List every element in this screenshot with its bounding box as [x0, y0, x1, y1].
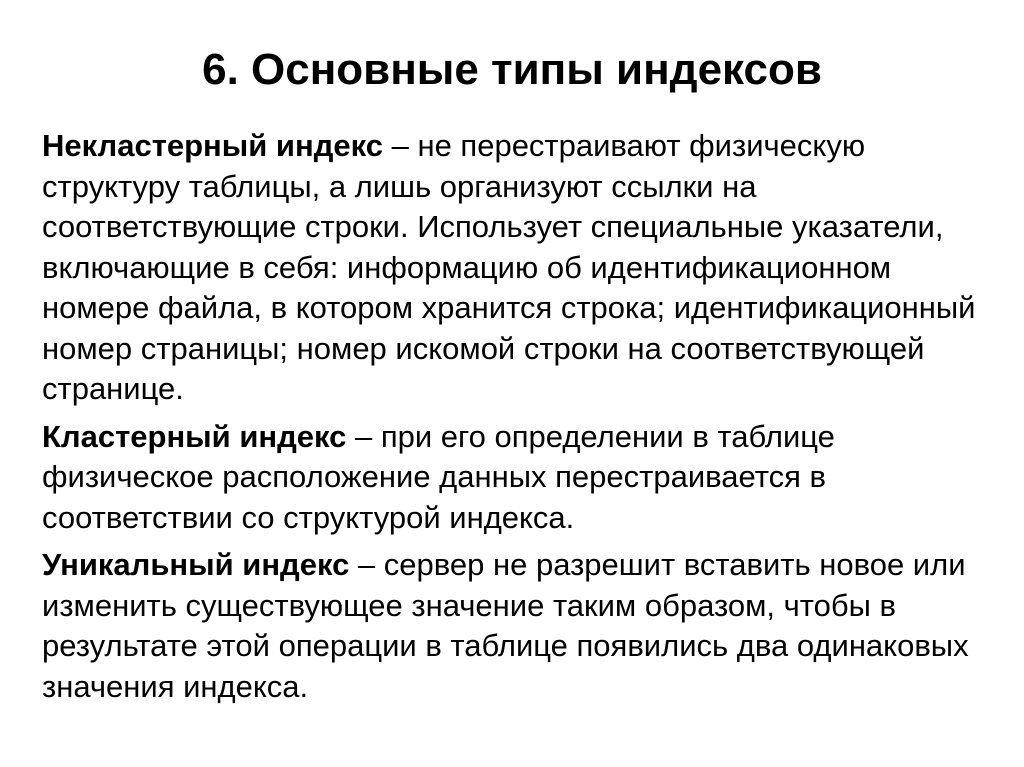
definition-unique-index: – сервер не разрешит вставить новое или изменить существующее значение таким образом, чтобы в результате этой операции в таблице появились два одинаковых значения индекса.	[42, 547, 969, 704]
paragraph-nonclustered-index	[42, 126, 992, 410]
definition-nonclustered-index: – не перестраивают физическую структуру таблицы, а лишь организуют ссылки на соответствующие строки. Использует специальные указатели, включающие в себя: информацию об идентификационном номере файла, в котором хранится строка; идентификационный номер страницы; номер искомой строки на соответствующей странице.	[42, 128, 976, 406]
term-unique-index: Уникальный индекс	[42, 547, 350, 582]
paragraph-unique-index	[42, 545, 992, 707]
definition-clustered-index: – при его определении в таблице физическое расположение данных перестраивается в соответствии со структурой индекса.	[42, 418, 835, 535]
paragraph-clustered-index	[42, 417, 992, 539]
term-nonclustered-index: Некластерный индекс	[42, 128, 383, 163]
term-clustered-index: Кластерный индекс	[42, 418, 347, 454]
slide-body	[42, 126, 992, 714]
slide-title: 6. Основные типы индексов	[202, 45, 822, 94]
